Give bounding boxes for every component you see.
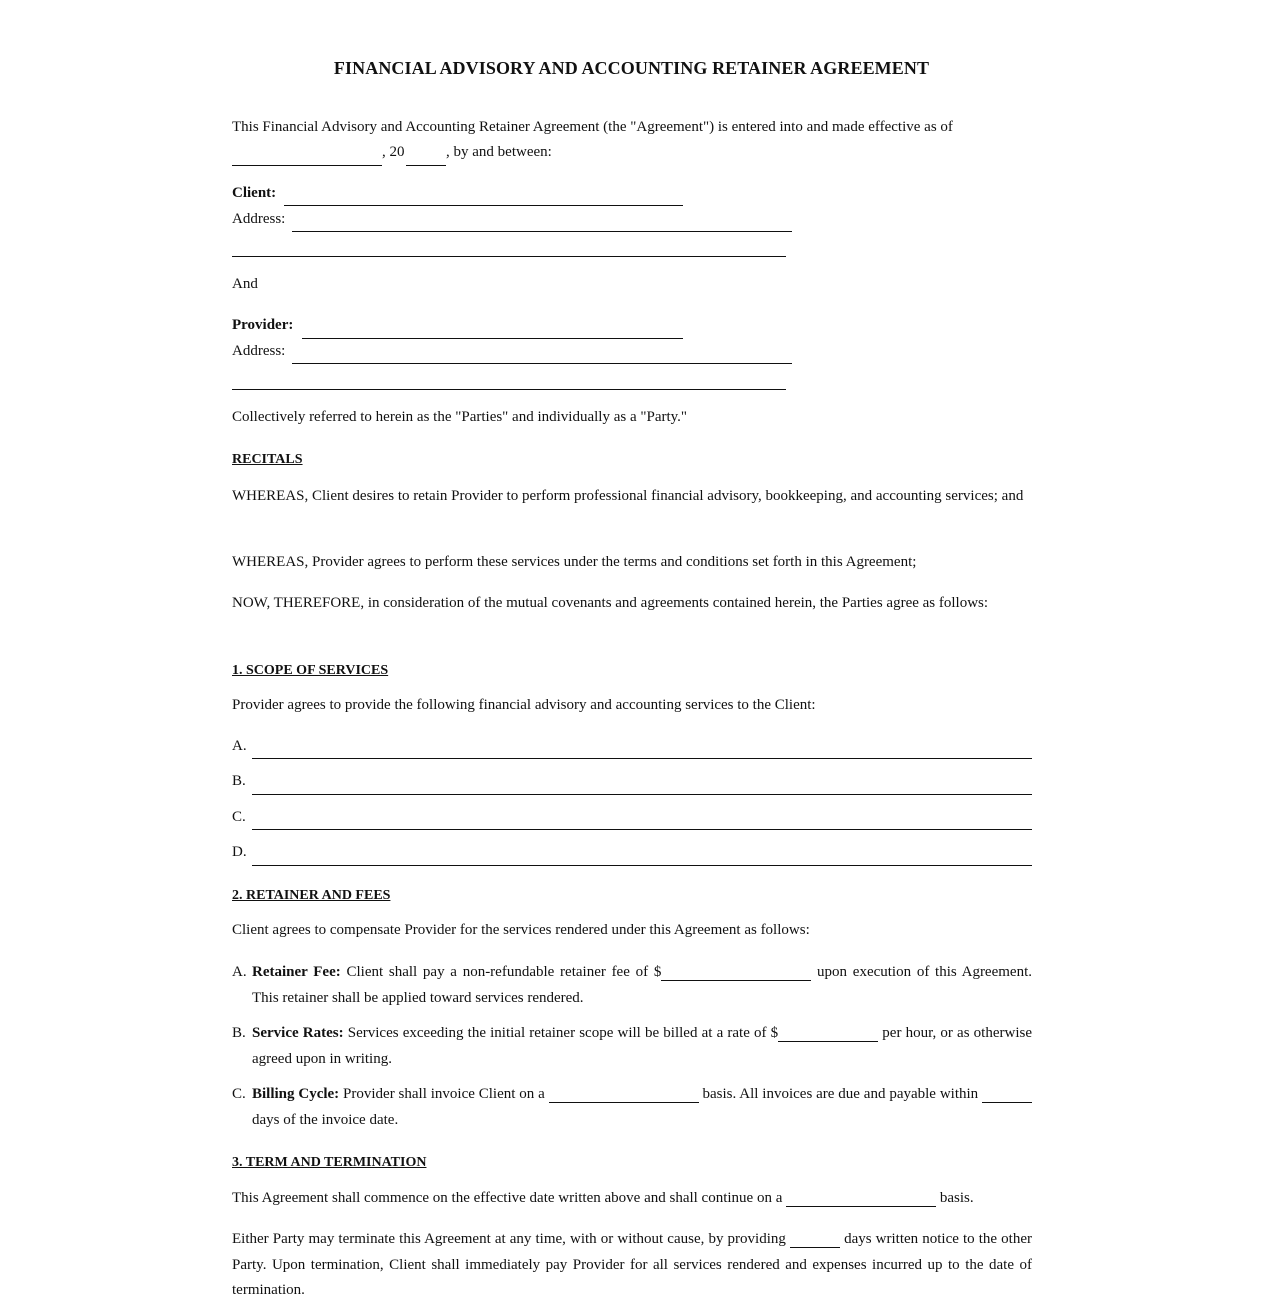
billing-cycle-text-1: Provider shall invoice Client on a — [339, 1086, 549, 1102]
notice-days-field[interactable] — [790, 1233, 840, 1248]
retainer-fee-item — [232, 960, 1032, 1011]
billing-cycle-text-3: days of the invoice date. — [252, 1111, 399, 1128]
retainer-fee-amount-field[interactable] — [661, 966, 811, 981]
year-prefix: , 20 — [382, 144, 405, 160]
whereas-1: WHEREAS, Client desires to retain Provider to perform professional financial advisory, bookkeeping, and accounting services; and — [232, 488, 1024, 504]
term-paragraph — [232, 1186, 1032, 1212]
intro-text: This Financial Advisory and Accounting Retainer Agreement (the "Agreement") is entered into and made effective as of — [232, 119, 953, 135]
service-rates-letter: B. — [232, 1025, 246, 1041]
now-therefore: NOW, THEREFORE, in consideration of the mutual covenants and agreements contained herein, the Parties agree as follows: — [232, 595, 989, 611]
retainer-fee-text-2: upon execution of this Agreement. This retainer shall be applied toward services rendered. — [252, 964, 1032, 1006]
retainer-fee-text-1: Client shall pay a non-refundable retainer fee of $ — [340, 964, 662, 980]
term-text-2: basis. — [936, 1190, 974, 1206]
provider-address-field-1[interactable] — [292, 363, 792, 364]
scope-item-d-letter: D. — [232, 844, 247, 860]
client-address-label: Address: — [232, 211, 286, 227]
client-address-field-1[interactable] — [292, 231, 792, 232]
billing-frequency-field[interactable] — [549, 1088, 699, 1103]
billing-cycle-letter: C. — [232, 1086, 246, 1102]
service-rates-text-1: Services exceeding the initial retainer scope will be billed at a rate of $ — [343, 1025, 779, 1041]
section2-intro: Client agrees to compensate Provider for the services rendered under this Agreement as follows: — [232, 922, 810, 938]
billing-cycle-text-2: basis. All invoices are due and payable within — [698, 1086, 983, 1102]
scope-item-a-field[interactable] — [252, 758, 1032, 759]
term-basis-field[interactable] — [786, 1192, 936, 1207]
service-rates-label: Service Rates: — [252, 1025, 344, 1041]
provider-label: Provider: — [232, 317, 294, 333]
provider-name-field[interactable] — [302, 338, 683, 339]
effective-date-field[interactable] — [232, 165, 382, 166]
scope-item-c-field[interactable] — [252, 829, 1032, 830]
billing-cycle-item — [232, 1082, 1032, 1133]
and-label: And — [232, 276, 258, 292]
client-label: Client: — [232, 185, 277, 201]
effective-year-field[interactable] — [406, 165, 446, 166]
scope-item-a-letter: A. — [232, 738, 247, 754]
billing-cycle-label: Billing Cycle: — [252, 1086, 340, 1102]
scope-item-c-letter: C. — [232, 809, 246, 825]
document-title: FINANCIAL ADVISORY AND ACCOUNTING RETAINER AGREEMENT — [333, 58, 930, 78]
provider-address-field-2[interactable] — [232, 389, 786, 390]
collectively-text: Collectively referred to herein as the "Parties" and individually as a "Party." — [232, 409, 688, 425]
payment-days-field[interactable] — [982, 1088, 1032, 1103]
section1-heading: 1. SCOPE OF SERVICES — [232, 663, 389, 678]
termination-text-2: days written notice to the other Party. Upon termination, Client shall immediately pay Provider for all services rendered and expenses incurred up to the date of termination. — [232, 1231, 1032, 1298]
scope-item-d-field[interactable] — [252, 865, 1032, 866]
term-text-1: This Agreement shall commence on the effective date written above and shall continue on a — [232, 1190, 787, 1206]
scope-item-b-field[interactable] — [252, 794, 1032, 795]
section1-intro: Provider agrees to provide the following financial advisory and accounting services to the Client: — [232, 697, 816, 713]
provider-address-label: Address: — [232, 343, 286, 359]
service-rates-text-2: per hour, or as otherwise agreed upon in writing. — [252, 1025, 1032, 1067]
by-and-between: , by and between: — [446, 144, 552, 160]
recitals-heading: RECITALS — [232, 452, 303, 467]
service-rates-item — [232, 1021, 1032, 1072]
section3-heading: 3. TERM AND TERMINATION — [232, 1155, 427, 1170]
client-address-field-2[interactable] — [232, 256, 786, 257]
scope-item-b-letter: B. — [232, 773, 246, 789]
client-name-field[interactable] — [284, 205, 683, 206]
section2-heading: 2. RETAINER AND FEES — [232, 888, 391, 903]
termination-text-1: Either Party may terminate this Agreement at any time, with or without cause, by providing — [232, 1231, 790, 1247]
termination-paragraph — [232, 1227, 1032, 1304]
hourly-rate-field[interactable] — [778, 1027, 878, 1042]
retainer-fee-letter: A. — [232, 964, 247, 980]
retainer-fee-label: Retainer Fee: — [252, 964, 341, 980]
intro-paragraph — [232, 115, 1032, 141]
whereas-2: WHEREAS, Provider agrees to perform these services under the terms and conditions set forth in this Agreement; — [232, 554, 917, 570]
